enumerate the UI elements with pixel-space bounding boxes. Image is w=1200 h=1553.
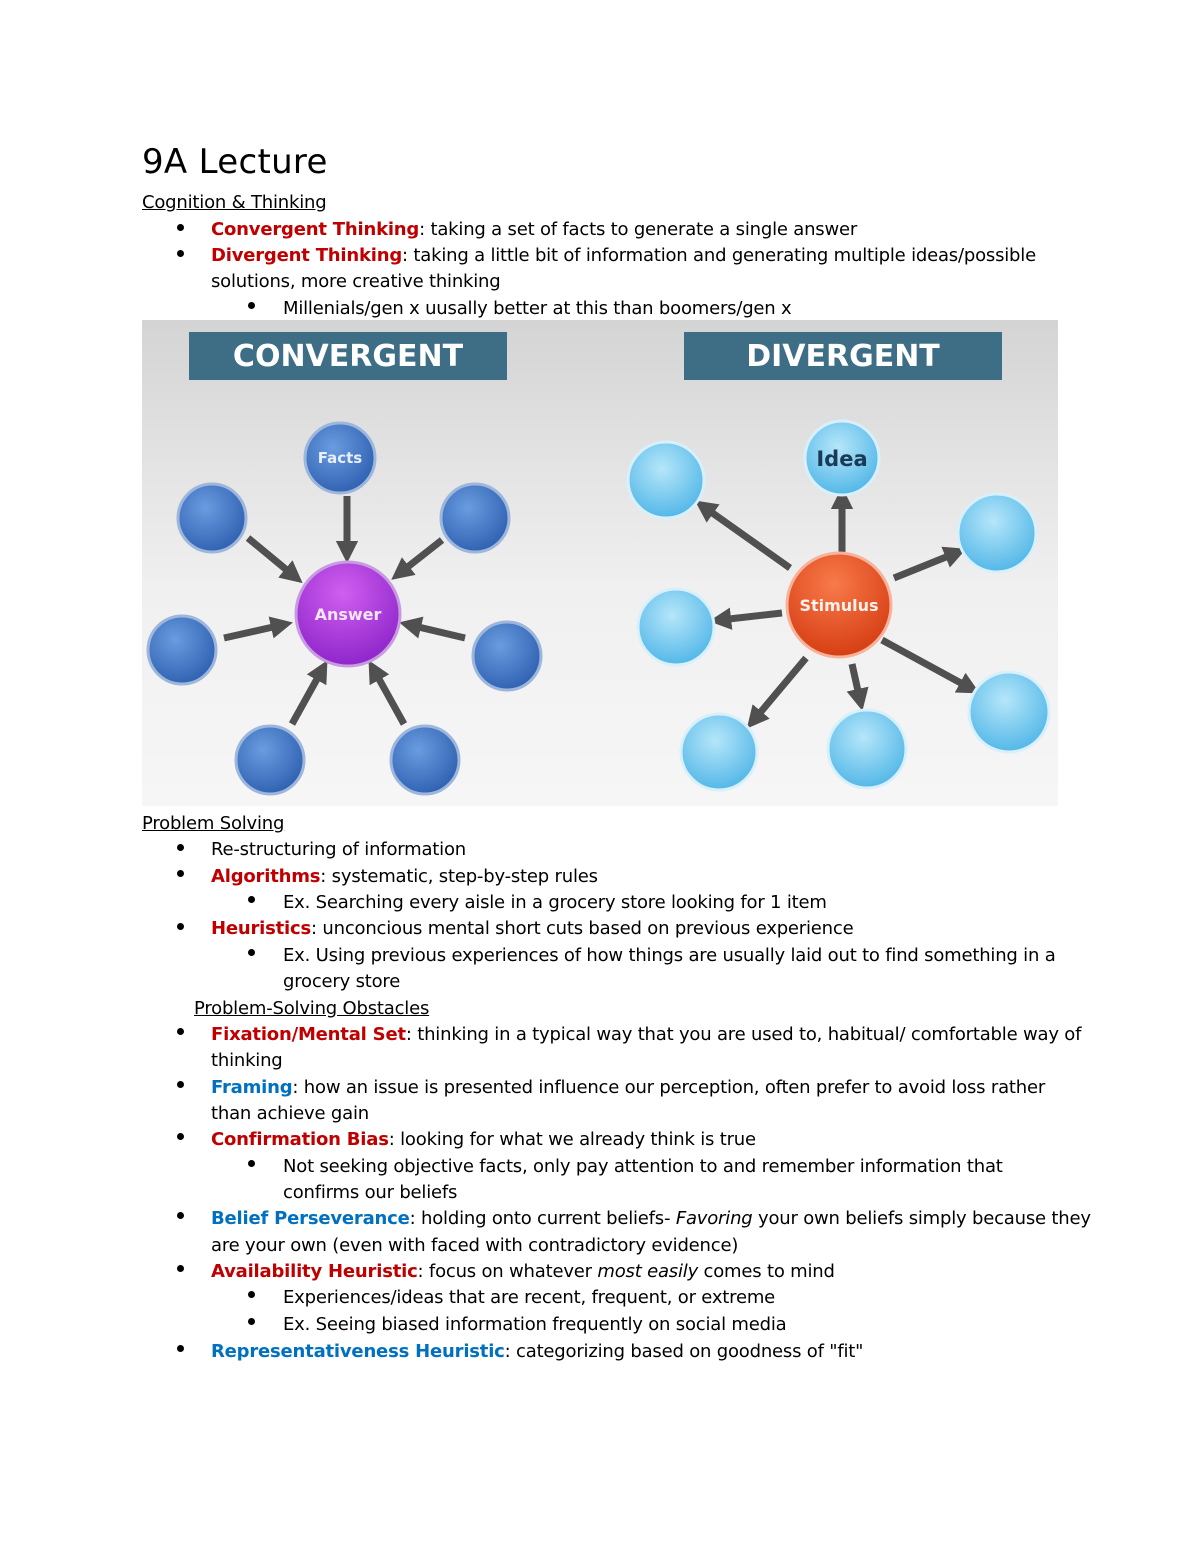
bullet-framing <box>211 1075 1045 1101</box>
convergent-node <box>178 484 246 552</box>
facts-label: Facts <box>317 449 363 467</box>
sub-bullet <box>248 1160 255 1167</box>
convergent-banner-label: CONVERGENT <box>232 339 464 374</box>
convergent-node <box>236 726 304 794</box>
italic-emphasis: most easily <box>597 1261 699 1282</box>
term-convergent-thinking: Convergent Thinking <box>211 219 420 240</box>
definition-text: : systematic, step-by-step rules <box>320 866 598 887</box>
bullet-fixation <box>211 1022 1081 1048</box>
continuation-text: than achieve gain <box>211 1103 369 1124</box>
convergent-node <box>148 616 216 684</box>
term-heuristics: Heuristics <box>211 918 312 939</box>
sub-bullet <box>248 1318 255 1325</box>
bullet <box>177 1212 184 1219</box>
divergent-node <box>958 494 1036 572</box>
term-confirmation-bias: Confirmation Bias <box>211 1129 389 1150</box>
sub-bullet <box>248 1291 255 1298</box>
divergent-node <box>638 589 714 665</box>
bullet <box>177 923 184 930</box>
divergent-node <box>969 672 1049 752</box>
bullet-confirmation-bias <box>211 1127 756 1153</box>
sub-bullet-text: Ex. Searching every aisle in a grocery store looking for 1 item <box>283 892 827 913</box>
bullet <box>177 844 184 851</box>
sub-bullet-text: Ex. Using previous experiences of how things are usually laid out to find something in a <box>283 945 1056 966</box>
definition-text: your own beliefs simply because they <box>752 1208 1091 1229</box>
page-title: 9A Lecture <box>142 142 328 182</box>
bullet-convergent-thinking <box>211 217 857 243</box>
definition-text: : holding onto current beliefs- <box>409 1208 676 1229</box>
sub-bullet <box>248 896 255 903</box>
term-framing: Framing <box>211 1077 293 1098</box>
bullet <box>177 870 184 877</box>
continuation-text: are your own (even with faced with contradictory evidence) <box>211 1235 739 1256</box>
section-heading-obstacles: Problem-Solving Obstacles <box>194 998 430 1019</box>
bullet <box>177 1028 184 1035</box>
definition-text: : focus on whatever <box>417 1261 598 1282</box>
definition-text: : unconcious mental short cuts based on previous experience <box>311 918 854 939</box>
term-fixation: Fixation/Mental Set <box>211 1024 406 1045</box>
convergent-node <box>441 484 509 552</box>
continuation-text: solutions, more creative thinking <box>211 271 501 292</box>
sub-bullet-text: Millenials/gen x uusally better at this than boomers/gen x <box>283 298 792 319</box>
sub-bullet <box>248 949 255 956</box>
term-algorithms: Algorithms <box>211 866 321 887</box>
stimulus-label: Stimulus <box>799 596 879 615</box>
bullet <box>177 224 184 231</box>
bullet <box>177 1345 184 1352</box>
italic-emphasis: Favoring <box>675 1208 753 1229</box>
bullet <box>177 1133 184 1140</box>
divergent-node <box>628 442 704 518</box>
sub-bullet <box>248 302 255 309</box>
section-heading-problem-solving: Problem Solving <box>142 813 285 834</box>
term-divergent-thinking: Divergent Thinking <box>211 245 403 266</box>
definition-text: : categorizing based on goodness of "fit" <box>504 1341 864 1362</box>
bullet-restructuring: Re-structuring of information <box>211 839 466 860</box>
definition-text: : how an issue is presented influence our perception, often prefer to avoid loss rather <box>292 1077 1046 1098</box>
definition-text: comes to mind <box>698 1261 835 1282</box>
term-representativeness-heuristic: Representativeness Heuristic <box>211 1341 505 1362</box>
answer-label: Answer <box>314 605 382 624</box>
bullet-belief-perseverance <box>211 1206 1091 1232</box>
bullet <box>177 1081 184 1088</box>
sub-bullet-text: Ex. Seeing biased information frequently on social media <box>283 1314 787 1335</box>
continuation-text: grocery store <box>283 971 401 992</box>
divergent-node <box>828 710 906 788</box>
bullet <box>177 250 184 257</box>
convergent-node <box>473 622 541 690</box>
bullet-availability-heuristic <box>211 1259 835 1285</box>
term-belief-perseverance: Belief Perseverance <box>211 1208 410 1229</box>
idea-label: Idea <box>816 447 868 471</box>
definition-text: : thinking in a typical way that you are used to, habitual/ comfortable way of <box>405 1024 1082 1045</box>
section-heading-cognition: Cognition & Thinking <box>142 192 327 213</box>
definition-text: : taking a set of facts to generate a single answer <box>419 219 858 240</box>
term-availability-heuristic: Availability Heuristic <box>211 1261 418 1282</box>
definition-text: : looking for what we already think is true <box>388 1129 756 1150</box>
bullet-heuristics <box>211 916 853 942</box>
bullet-representativeness-heuristic <box>211 1339 863 1365</box>
continuation-text: confirms our beliefs <box>283 1182 458 1203</box>
bullet-divergent-thinking <box>211 243 1036 269</box>
bullet <box>177 1265 184 1272</box>
continuation-text: thinking <box>211 1050 283 1071</box>
divergent-banner-label: DIVERGENT <box>746 339 940 374</box>
divergent-node <box>681 714 757 790</box>
definition-text: : taking a little bit of information and generating multiple ideas/possible <box>402 245 1036 266</box>
bullet-algorithms <box>211 864 598 890</box>
sub-bullet-text: Experiences/ideas that are recent, frequent, or extreme <box>283 1287 776 1308</box>
convergent-divergent-diagram <box>142 320 1058 806</box>
sub-bullet-text: Not seeking objective facts, only pay attention to and remember information that <box>283 1156 1003 1177</box>
convergent-node <box>391 726 459 794</box>
